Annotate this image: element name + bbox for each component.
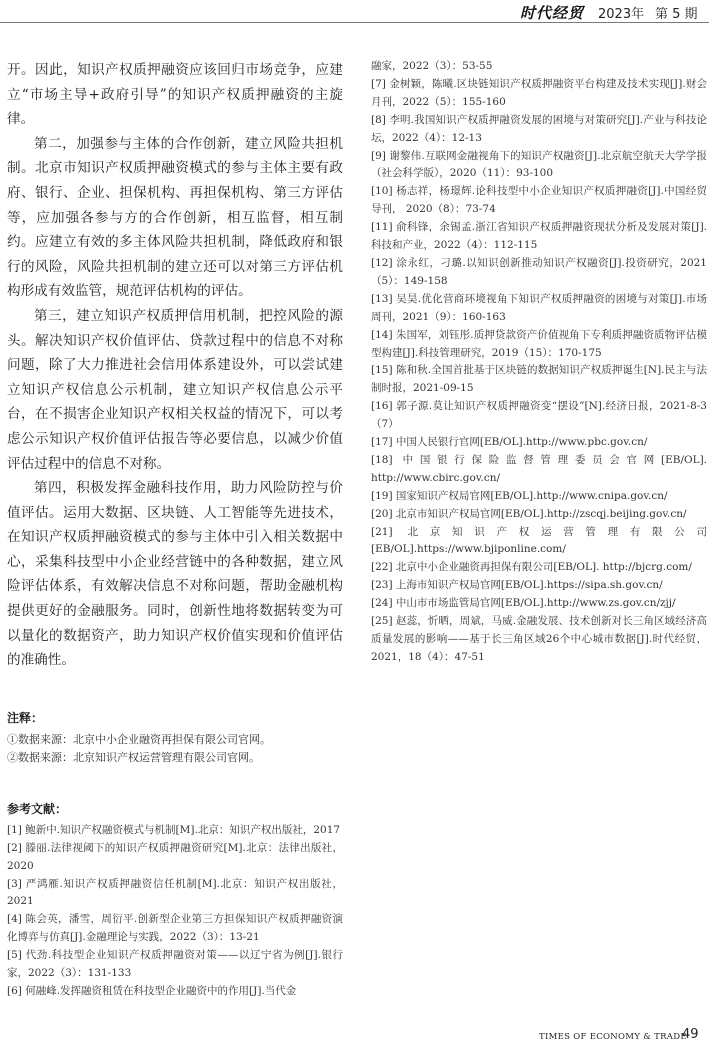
reference-item: [25] 赵蕊，忻晒，周斌，马威.金融发展、技术创新对长三角区域经济高质量发展的影响——基于长三角区域26个中心城市数据[J].时代经贸，2021，18（4）：47-51 [371, 615, 707, 663]
reference-item: [18] 中国银行保险监督管理委员会官网[EB/OL]. http://www.cbirc.gov.cn/ [371, 453, 707, 484]
reference-item: [13] 吴昊.优化营商环境视角下知识产权质押融资的困境与对策[J].市场周刊，2021（9）：160-163 [371, 292, 707, 323]
journal-issue: 第 5 期 [655, 7, 698, 22]
footer-journal-name: TIMES OF ECONOMY & TRADE [539, 1032, 687, 1042]
reference-item: [16] 郭子源.莫让知识产权质押融资变“摆设”[N].经济日报，2021-8-3（7） [371, 400, 707, 431]
reference-item: [17] 中国人民银行官网[EB/OL].http://www.pbc.gov.cn/ [371, 436, 648, 449]
right-column [371, 58, 707, 667]
reference-item: [12] 涂永红，刁璐.以知识创新推动知识产权融资[J].投资研究，2021（5）：149-158 [371, 256, 707, 287]
reference-item: [19] 国家知识产权局官网[EB/OL].http://www.cnipa.gov.cn/ [371, 489, 668, 502]
reference-item: [22] 北京中小企业融资再担保有限公司[EB/OL]. http://bjcrg.com/ [371, 561, 692, 574]
reference-item: [11] 俞科锋，余锡孟.浙江省知识产权质押融资现状分析及发展对策[J].科技和产业，2022（4）：112-115 [371, 221, 707, 252]
reference-item: [2] 滕丽.法律视阈下的知识产权质押融资研究[M].北京：法律出版社，2020 [7, 841, 343, 872]
body-paragraph-continued: 开。因此，知识产权质押融资应该回归市场竞争，应建立“市场主导+政府引导”的知识产权质押融资的主旋律。 [7, 62, 343, 128]
reference-item: [3] 严鸿雁.知识产权质押融资信任机制[M].北京：知识产权出版社，2021 [7, 877, 343, 908]
notes-heading: 注释： [7, 710, 44, 725]
reference-item: [6] 何融峰.发挥融资租赁在科技型企业融资中的作用[J].当代金 [7, 985, 297, 997]
page-header [0, 0, 709, 24]
references-heading: 参考文献： [7, 801, 68, 816]
reference-item: [1] 鲍新中.知识产权融资模式与机制[M].北京：知识产权出版社，2017 [7, 823, 341, 836]
body-paragraph-third: 第三，建立知识产权质押信用机制，把控风险的源头。解决知识产权价值评估、贷款过程中的信息不对称问题，除了大力推进社会信用体系建设外，可以尝试建立知识产权信息公示机制，建立知识产权信息公示平台，在不损害企业知识产权相关权益的情况下，可以考虑公示知识产权价值评估报告等必要信息，以减少价值评估过程中的信息不对称。 [7, 307, 343, 472]
reference-item: [23] 上海市知识产权局官网[EB/OL].https://sipa.sh.gov.cn/ [371, 579, 663, 592]
left-column [7, 58, 343, 1001]
body-paragraph-fourth: 第四，积极发挥金融科技作用，助力风险防控与价值评估。运用大数据、区块链、人工智能等先进技术，在知识产权质押融资模式的参与主体中引入相关数据中心，采集科技型中小企业经营链中的各种数据，建立风险评估体系，有效解决信息不对称问题，帮助金融机构提供更好的金融服务。同时，创新性地将数据转变为可以量化的数据资产，助力知识产权价值实现和价值评估的准确性。 [7, 480, 343, 669]
reference-item: [9] 谢黎伟.互联网金融视角下的知识产权融资[J].北京航空航天大学学报（社会科学版），2020（11）：93-100 [371, 149, 707, 180]
reference-item: [21] 北京知识产权运营管理有限公司[EB/OL].https://www.bjiponline.com/ [371, 525, 707, 556]
journal-logo: 时代经贸 [520, 4, 585, 22]
reference-item: [4] 陈会英，潘雪，周衍平.创新型企业第三方担保知识产权质押融资演化博弈与仿真[J].金融理论与实践，2022（3）：13-21 [7, 913, 343, 944]
reference-item: [14] 朱国军，刘钰彤.质押贷款资产价值视角下专利质押融资质物评估模型构建[J].科技管理研究，2019（15）：170-175 [371, 328, 707, 359]
reference-item: [8] 李明.我国知识产权质押融资发展的困境与对策研究[J].产业与科技论坛，2022（4）：12-13 [371, 113, 707, 144]
reference-item: [15] 陈和秋.全国首批基于区块链的数据知识产权质押诞生[N].民主与法制时报，2021-09-15 [371, 364, 707, 395]
header-rule [0, 22, 709, 23]
reference-item: [5] 代劲.科技型企业知识产权质押融资对策——以辽宁省为例[J].银行家，2022（3）：131-133 [7, 949, 343, 980]
body-paragraph-second: 第二，加强参与主体的合作创新，建立风险共担机制。北京市知识产权质押融资模式的参与主体主要有政府、银行、企业、担保机构、再担保机构、第三方评估等，应加强各参与方的合作创新，相互监督，相互制约。应建立有效的多主体风险共担机制，降低政府和银行的风险，风险共担机制的建立还可以对第三方评估机构形成有效监管，规范评估机构的评估。 [7, 135, 343, 300]
note-item: ②数据来源：北京知识产权运营管理有限公司官网。 [7, 751, 260, 765]
journal-year: 2023年 [598, 7, 645, 22]
reference-item: [7] 金树颖，陈曦.区块链知识产权质押融资平台构建及技术实现[J].财会月刊，2022（5）：155-160 [371, 77, 707, 108]
reference-item: 融家，2022（3）：53-55 [371, 60, 493, 72]
note-item: ①数据来源：北京中小企业融资再担保有限公司官网。 [7, 732, 271, 746]
reference-item: [10] 杨志祥，杨璟辉.论科技型中小企业知识产权质押融资[J].中国经贸导刊， 2020（8）：73-74 [371, 185, 707, 216]
reference-item: [20] 北京市知识产权局官网[EB/OL].http://zscqj.beijing.gov.cn/ [371, 507, 687, 520]
page-number: 49 [682, 1027, 699, 1042]
reference-item: [24] 中山市市场监管局官网[EB/OL].http://www.zs.gov.cn/zjj/ [371, 597, 676, 610]
